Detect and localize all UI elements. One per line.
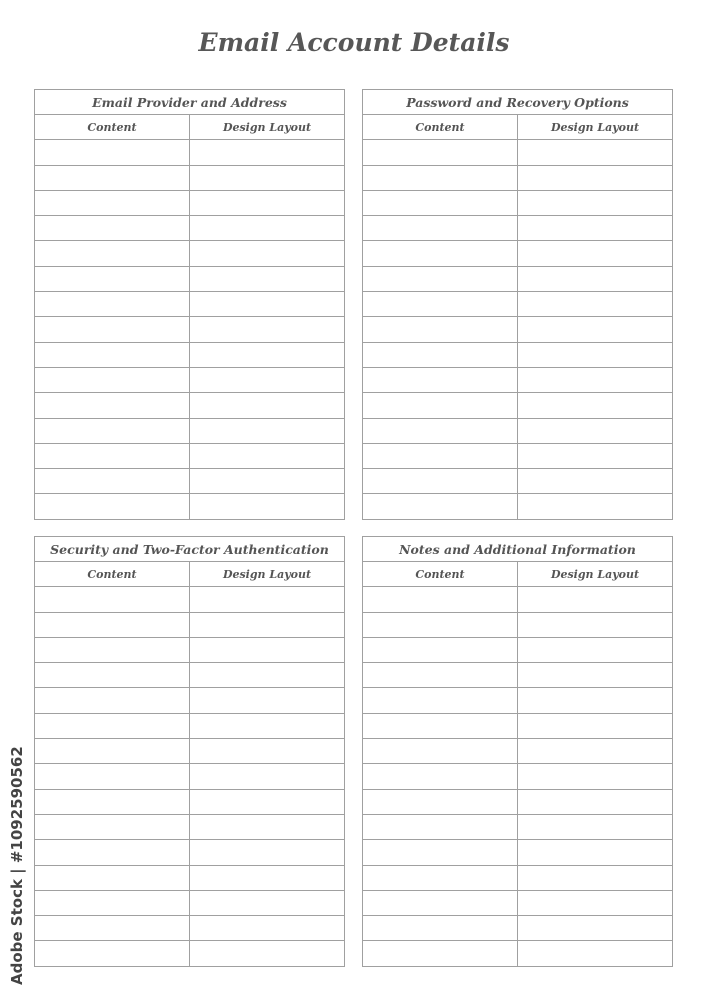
section-title: Password and Recovery Options (363, 90, 673, 115)
section-title: Email Provider and Address (35, 90, 345, 115)
design-layout-cell[interactable] (518, 789, 673, 814)
table-row (35, 494, 345, 519)
design-layout-cell[interactable] (518, 190, 673, 215)
content-cell[interactable] (35, 140, 190, 165)
content-cell[interactable] (363, 789, 518, 814)
design-layout-cell[interactable] (190, 764, 345, 789)
content-cell[interactable] (35, 190, 190, 215)
content-cell[interactable] (363, 916, 518, 941)
table-row (363, 865, 673, 890)
table-row (363, 637, 673, 662)
content-cell[interactable] (363, 342, 518, 367)
table-row (363, 418, 673, 443)
table-row (363, 342, 673, 367)
design-layout-cell[interactable] (190, 342, 345, 367)
table-row (35, 789, 345, 814)
design-layout-cell[interactable] (190, 814, 345, 839)
section-table (362, 536, 673, 967)
table-row (35, 342, 345, 367)
column-header-design-layout: Design Layout (518, 115, 673, 140)
table-row (363, 469, 673, 494)
design-layout-cell[interactable] (190, 890, 345, 915)
content-cell[interactable] (35, 688, 190, 713)
content-cell[interactable] (363, 140, 518, 165)
section-table (362, 89, 673, 520)
design-layout-cell[interactable] (518, 941, 673, 966)
table-row (35, 612, 345, 637)
section-title: Notes and Additional Information (363, 537, 673, 562)
design-layout-cell[interactable] (190, 494, 345, 519)
content-cell[interactable] (35, 916, 190, 941)
content-cell[interactable] (35, 865, 190, 890)
design-layout-cell[interactable] (190, 418, 345, 443)
table-row (35, 764, 345, 789)
content-cell[interactable] (363, 688, 518, 713)
table-row (363, 713, 673, 738)
design-layout-cell[interactable] (190, 916, 345, 941)
content-cell[interactable] (363, 890, 518, 915)
column-header-content: Content (35, 562, 190, 587)
design-layout-cell[interactable] (518, 637, 673, 662)
content-cell[interactable] (363, 418, 518, 443)
table-row (363, 764, 673, 789)
table-row (35, 266, 345, 291)
design-layout-cell[interactable] (190, 469, 345, 494)
content-cell[interactable] (363, 739, 518, 764)
content-cell[interactable] (363, 814, 518, 839)
table-row (363, 241, 673, 266)
table-row (363, 393, 673, 418)
design-layout-cell[interactable] (518, 317, 673, 342)
table-row (363, 688, 673, 713)
content-cell[interactable] (363, 713, 518, 738)
table-row (363, 916, 673, 941)
table-row (363, 317, 673, 342)
column-header-design-layout: Design Layout (190, 115, 345, 140)
table-row (35, 241, 345, 266)
design-layout-cell[interactable] (518, 418, 673, 443)
design-layout-cell[interactable] (190, 140, 345, 165)
design-layout-cell[interactable] (518, 216, 673, 241)
design-layout-cell[interactable] (518, 266, 673, 291)
table-row (35, 713, 345, 738)
table-row (35, 739, 345, 764)
design-layout-cell[interactable] (190, 393, 345, 418)
content-cell[interactable] (35, 764, 190, 789)
content-cell[interactable] (35, 663, 190, 688)
table-row (35, 637, 345, 662)
design-layout-cell[interactable] (190, 367, 345, 392)
design-layout-cell[interactable] (190, 713, 345, 738)
table-row (363, 739, 673, 764)
design-layout-cell[interactable] (518, 739, 673, 764)
content-cell[interactable] (35, 637, 190, 662)
content-cell[interactable] (363, 165, 518, 190)
content-cell[interactable] (35, 317, 190, 342)
content-cell[interactable] (35, 292, 190, 317)
table-row (363, 612, 673, 637)
design-layout-cell[interactable] (518, 916, 673, 941)
table-row (363, 587, 673, 612)
table-row (363, 890, 673, 915)
design-layout-cell[interactable] (518, 612, 673, 637)
table-row (35, 216, 345, 241)
content-cell[interactable] (363, 663, 518, 688)
design-layout-cell[interactable] (190, 317, 345, 342)
table-row (35, 840, 345, 865)
table-row (35, 587, 345, 612)
content-cell[interactable] (35, 941, 190, 966)
design-layout-cell[interactable] (190, 612, 345, 637)
content-cell[interactable] (35, 739, 190, 764)
design-layout-cell[interactable] (190, 190, 345, 215)
design-layout-cell[interactable] (190, 637, 345, 662)
content-cell[interactable] (363, 941, 518, 966)
design-layout-cell[interactable] (518, 840, 673, 865)
content-cell[interactable] (35, 789, 190, 814)
table-row (35, 367, 345, 392)
design-layout-cell[interactable] (190, 663, 345, 688)
table-row (363, 165, 673, 190)
content-cell[interactable] (363, 241, 518, 266)
design-layout-cell[interactable] (190, 292, 345, 317)
design-layout-cell[interactable] (190, 443, 345, 468)
content-cell[interactable] (35, 418, 190, 443)
watermark: Adobe Stock | #1092590562 (8, 746, 26, 985)
content-cell[interactable] (35, 494, 190, 519)
design-layout-cell[interactable] (518, 494, 673, 519)
design-layout-cell[interactable] (190, 165, 345, 190)
table-row (35, 814, 345, 839)
content-cell[interactable] (363, 292, 518, 317)
content-cell[interactable] (35, 165, 190, 190)
table-row (35, 865, 345, 890)
content-cell[interactable] (35, 216, 190, 241)
table-row (363, 494, 673, 519)
table-row (363, 367, 673, 392)
table-row (35, 890, 345, 915)
content-cell[interactable] (363, 587, 518, 612)
content-cell[interactable] (35, 393, 190, 418)
content-cell[interactable] (35, 587, 190, 612)
design-layout-cell[interactable] (518, 393, 673, 418)
design-layout-cell[interactable] (518, 443, 673, 468)
design-layout-cell[interactable] (518, 865, 673, 890)
table-row (35, 941, 345, 966)
table-row (363, 840, 673, 865)
design-layout-cell[interactable] (190, 688, 345, 713)
table-row (35, 418, 345, 443)
design-layout-cell[interactable] (518, 165, 673, 190)
table-row (35, 469, 345, 494)
content-cell[interactable] (35, 342, 190, 367)
content-cell[interactable] (363, 494, 518, 519)
design-layout-cell[interactable] (518, 688, 673, 713)
table-row (363, 663, 673, 688)
table-row (363, 216, 673, 241)
content-cell[interactable] (363, 393, 518, 418)
design-layout-cell[interactable] (190, 941, 345, 966)
column-header-content: Content (363, 562, 518, 587)
content-cell[interactable] (35, 469, 190, 494)
table-row (363, 789, 673, 814)
design-layout-cell[interactable] (190, 241, 345, 266)
table-row (363, 941, 673, 966)
design-layout-cell[interactable] (518, 587, 673, 612)
design-layout-cell[interactable] (518, 140, 673, 165)
column-header-design-layout: Design Layout (190, 562, 345, 587)
table-row (363, 190, 673, 215)
column-header-design-layout: Design Layout (518, 562, 673, 587)
design-layout-cell[interactable] (190, 865, 345, 890)
design-layout-cell[interactable] (190, 840, 345, 865)
table-row (363, 266, 673, 291)
table-row (35, 190, 345, 215)
table-row (35, 663, 345, 688)
design-layout-cell[interactable] (190, 587, 345, 612)
content-cell[interactable] (35, 840, 190, 865)
design-layout-cell[interactable] (518, 663, 673, 688)
table-row (35, 393, 345, 418)
table-row (35, 916, 345, 941)
content-cell[interactable] (363, 865, 518, 890)
content-cell[interactable] (363, 637, 518, 662)
content-cell[interactable] (35, 443, 190, 468)
design-layout-cell[interactable] (518, 764, 673, 789)
design-layout-cell[interactable] (190, 789, 345, 814)
column-header-content: Content (35, 115, 190, 140)
table-row (35, 140, 345, 165)
content-cell[interactable] (363, 266, 518, 291)
content-cell[interactable] (35, 814, 190, 839)
content-cell[interactable] (35, 266, 190, 291)
content-cell[interactable] (35, 713, 190, 738)
content-cell[interactable] (363, 612, 518, 637)
table-row (35, 688, 345, 713)
section-table (34, 89, 345, 520)
design-layout-cell[interactable] (518, 713, 673, 738)
design-layout-cell[interactable] (190, 739, 345, 764)
content-cell[interactable] (35, 612, 190, 637)
design-layout-cell[interactable] (190, 266, 345, 291)
content-cell[interactable] (363, 190, 518, 215)
content-cell[interactable] (363, 367, 518, 392)
content-cell[interactable] (35, 241, 190, 266)
design-layout-cell[interactable] (518, 814, 673, 839)
design-layout-cell[interactable] (518, 342, 673, 367)
content-cell[interactable] (363, 216, 518, 241)
section-title: Security and Two-Factor Authentication (35, 537, 345, 562)
design-layout-cell[interactable] (518, 367, 673, 392)
content-cell[interactable] (35, 890, 190, 915)
column-header-content: Content (363, 115, 518, 140)
page-title: Email Account Details (198, 28, 510, 57)
table-row (363, 292, 673, 317)
table-row (35, 443, 345, 468)
content-cell[interactable] (363, 317, 518, 342)
design-layout-cell[interactable] (518, 241, 673, 266)
table-row (35, 165, 345, 190)
table-row (35, 317, 345, 342)
section-table (34, 536, 345, 967)
content-cell[interactable] (363, 469, 518, 494)
table-row (35, 292, 345, 317)
design-layout-cell[interactable] (518, 890, 673, 915)
design-layout-cell[interactable] (518, 292, 673, 317)
table-row (363, 814, 673, 839)
design-layout-cell[interactable] (190, 216, 345, 241)
content-cell[interactable] (35, 367, 190, 392)
design-layout-cell[interactable] (518, 469, 673, 494)
content-cell[interactable] (363, 443, 518, 468)
table-row (363, 443, 673, 468)
table-row (363, 140, 673, 165)
content-cell[interactable] (363, 840, 518, 865)
content-cell[interactable] (363, 764, 518, 789)
